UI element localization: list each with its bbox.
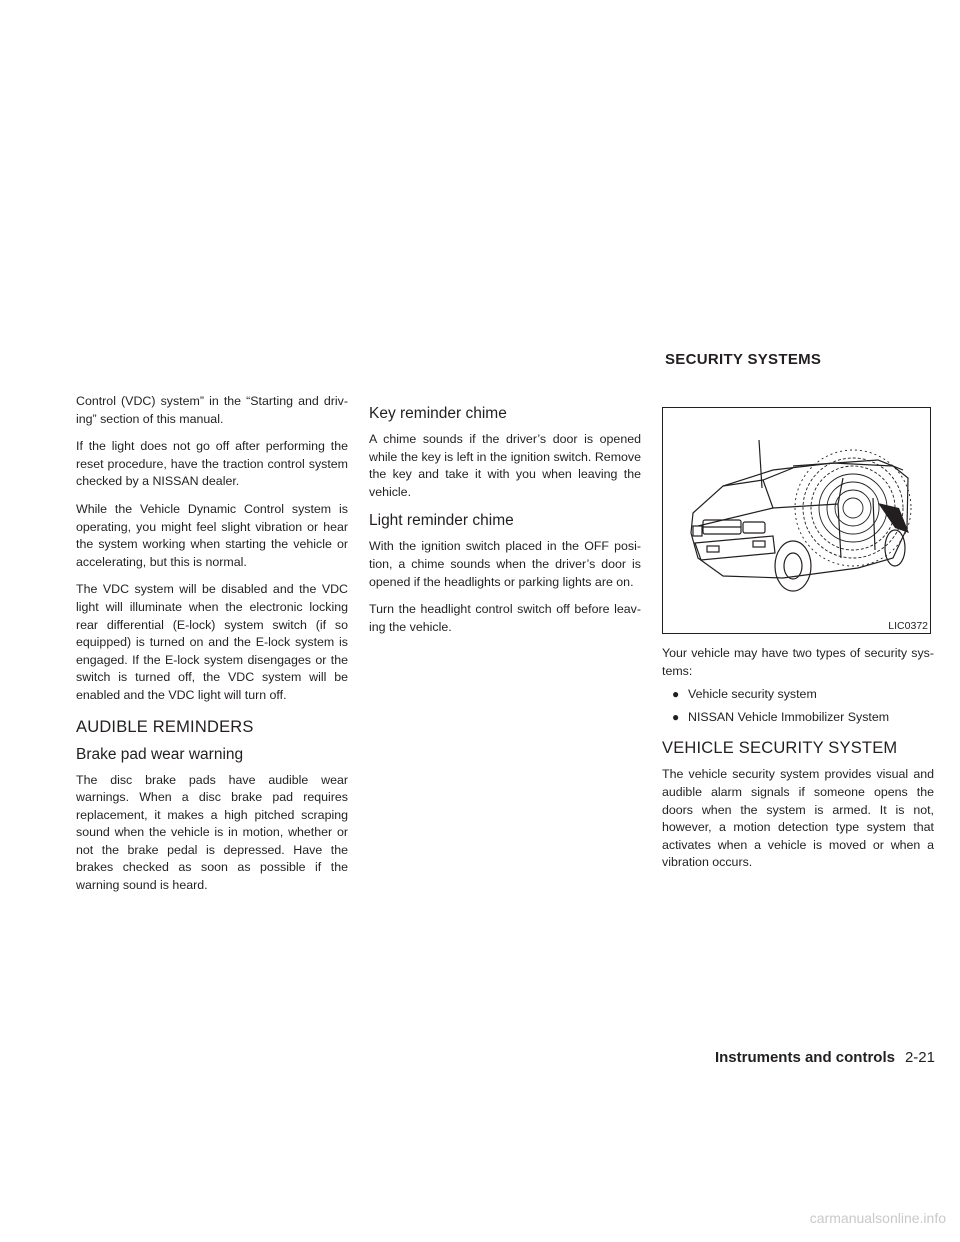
subheading-light-reminder: Light reminder chime [369,512,514,530]
paragraph: Control (VDC) system” in the “Starting and driv-ing” section of this manual. [76,394,348,426]
paragraph: While the Vehicle Dynamic Control system is operating, you might feel slight vibration or hear the system working when starting the vehicle or accelerating, but this is normal. [76,501,348,569]
list-item-label: Vehicle security system [688,687,817,702]
column-right [662,645,934,882]
column-left [76,393,348,905]
list-item [662,686,934,704]
bullet-icon: ● [672,709,680,724]
watermark: carmanualsonline.info [809,1210,946,1226]
list-item-label: NISSAN Vehicle Immobilizer System [688,709,890,724]
paragraph: The vehicle security system provides visual and audible alarm signals if someone opens the doors when the system is armed. It is not, however, a motion detection type system that activates when a vehicle is moved or when a vibration occurs. [662,767,934,870]
heading-audible-reminders: AUDIBLE REMINDERS [76,717,254,736]
security-types-list [662,686,934,726]
paragraph: With the ignition switch placed in the OFF posi-tion, a chime sounds when the driver’s door is opened if the headlights or parking lights are on. [369,539,641,589]
page-number: 2-21 [904,1049,935,1066]
vehicle-security-illustration [662,407,931,634]
paragraph: The disc brake pads have audible wear warnings. When a disc brake pad requires replacement, it makes a high pitched scraping sound when the vehicle is in motion, whether or not the brake pedal is depressed. Have the brakes checked as soon as possible if the warning sound is heard. [76,772,348,893]
paragraph: If the light does not go off after performing the reset procedure, have the traction control system checked by a NISSAN dealer. [76,439,348,489]
subheading-brake-pad: Brake pad wear warning [76,745,244,763]
paragraph: A chime sounds if the driver’s door is opened while the key is left in the ignition switch. Remove the key and take it with you when leaving the vehicle. [369,432,641,499]
bullet-icon: ● [672,687,680,702]
paragraph: Turn the headlight control switch off before leav-ing the vehicle. [369,602,641,634]
footer-chapter-label: Instruments and controls [714,1049,895,1066]
heading-vehicle-security-system: VEHICLE SECURITY SYSTEM [662,739,898,758]
suv-with-alarm-signal-drawing [663,408,930,633]
list-item [662,709,934,727]
column-middle [369,404,641,646]
subheading-key-reminder: Key reminder chime [369,405,507,422]
paragraph: Your vehicle may have two types of security sys-tems: [662,646,934,678]
paragraph: The VDC system will be disabled and the VDC light will illuminate when the electronic locking rear differential (E-lock) system switch (if so equipped) is turned on and the E-lock system is engaged. If the E-lock system disengages or the switch is turned off, the VDC system will be enabled and the VDC light will turn off. [76,582,348,702]
section-title: SECURITY SYSTEMS [665,351,822,368]
page-footer [715,1049,935,1066]
figure-code: LIC0372 [888,620,928,632]
